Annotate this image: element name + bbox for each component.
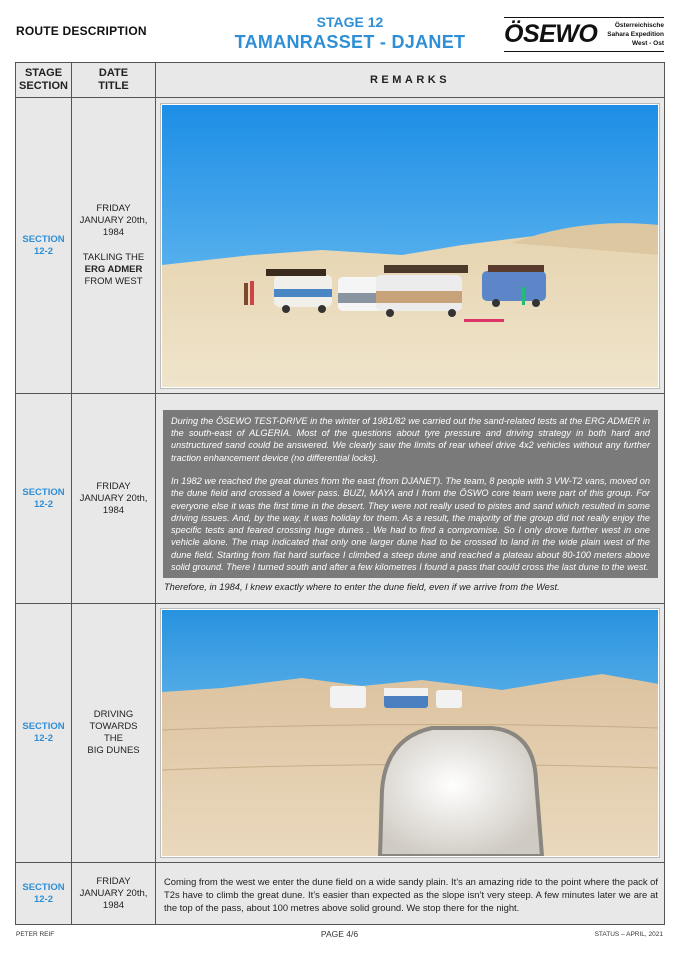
table-row <box>16 604 665 863</box>
remarks-cell <box>156 604 665 863</box>
logo-wordmark: ÖSEWO <box>504 20 598 48</box>
narrative-conclusion: Therefore, in 1984, I knew exactly where to enter the dune field, even if we arrive from the West. <box>164 582 560 593</box>
osewo-logo <box>504 17 666 53</box>
remarks-text: Coming from the west we enter the dune field on a wide sandy plain. It’s an amazing ride to the point where the pack of T2s have to climb the great dune. It’s easier than expected as the slope isn’t very steep. A few minutes later we are at the top of the pass, about 100 metres above solid ground. We stop there for the night. <box>164 875 658 913</box>
photo-vans-erg-admer <box>161 104 659 388</box>
date-title-cell: FRIDAY JANUARY 20th, 1984 TAKLING THE ERG ADMER FROM WEST <box>72 98 156 394</box>
remarks-cell <box>156 394 665 604</box>
logo-rule-bottom <box>504 51 664 52</box>
footer-author: PETER REIF <box>16 931 55 938</box>
document-type-label: ROUTE DESCRIPTION <box>16 24 147 38</box>
footer-page-number: PAGE 4/6 <box>320 929 359 939</box>
remarks-cell <box>156 98 665 394</box>
footer-status: STATUS – APRIL, 2021 <box>594 931 663 938</box>
table-row <box>16 98 665 394</box>
date-title-cell: FRIDAY JANUARY 20th, 1984 <box>72 863 156 925</box>
section-cell: SECTION 12-2 <box>16 604 72 863</box>
col-header-stage: STAGE SECTION <box>16 63 72 98</box>
narrative-box <box>163 410 658 579</box>
narrative-paragraph-2: In 1982 we reached the great dunes from the east (from DJANET). The team, 8 people with 3 VW-T2 vans, moved on the dune field and crossed a lower pass. BUZI, MAYA and I from the ÖSWO core team were part of this group. For everyone else it was the first time in the desert. They were not really used to pistes and sand which resulted in some driving issues. And, by the way, it was holiday for them. As a result, the majority of the group did not really enjoy the specific tests and feared crossing huge dunes . We had to find a compromise. So I only drove further west in one vehicle alone. The map indicated that only one larger dune had to be crossed to land in the wide plain west of the dune field. Starting from flat hard surface I climbed a steep dune and reached a plateau about 80-100 meters above solid ground. There I turned south and after a few kilometres I found a pass that could cross the last dune to the west. <box>171 475 650 572</box>
narrative-paragraph-1: During the ÖSEWO TEST-DRIVE in the winter of 1981/82 we carried out the sand-related tests at the ERG ADMER in the south-east of ALGERIA. Most of the questions about tyre pressure and driving strategy in both hard and unstructured sand could be answered. We clearly saw the limits of rear wheel drive 4x2 vehicles without any further traction enhancement device (no differential locks). <box>171 415 650 463</box>
table-header-row <box>16 63 665 98</box>
route-table <box>15 62 665 925</box>
logo-rule-top <box>504 17 664 18</box>
stage-number: STAGE 12 <box>316 14 384 30</box>
col-header-remarks: REMARKS <box>156 63 665 98</box>
stage-heading <box>200 14 500 53</box>
date-title-cell: FRIDAY JANUARY 20th, 1984 <box>72 394 156 604</box>
remarks-cell <box>156 863 665 925</box>
section-cell: SECTION 12-2 <box>16 394 72 604</box>
logo-subtitle: Österreichische Sahara Expedition West - Ost <box>607 22 664 47</box>
date-title-cell: DRIVING TOWARDS THE BIG DUNES <box>72 604 156 863</box>
table-row <box>16 863 665 925</box>
section-cell: SECTION 12-2 <box>16 98 72 394</box>
col-header-date: DATE TITLE <box>72 63 156 98</box>
photo-driving-to-dunes <box>161 609 659 857</box>
section-cell: SECTION 12-2 <box>16 863 72 925</box>
stage-route: TAMANRASSET - DJANET <box>234 32 466 52</box>
table-row <box>16 394 665 604</box>
